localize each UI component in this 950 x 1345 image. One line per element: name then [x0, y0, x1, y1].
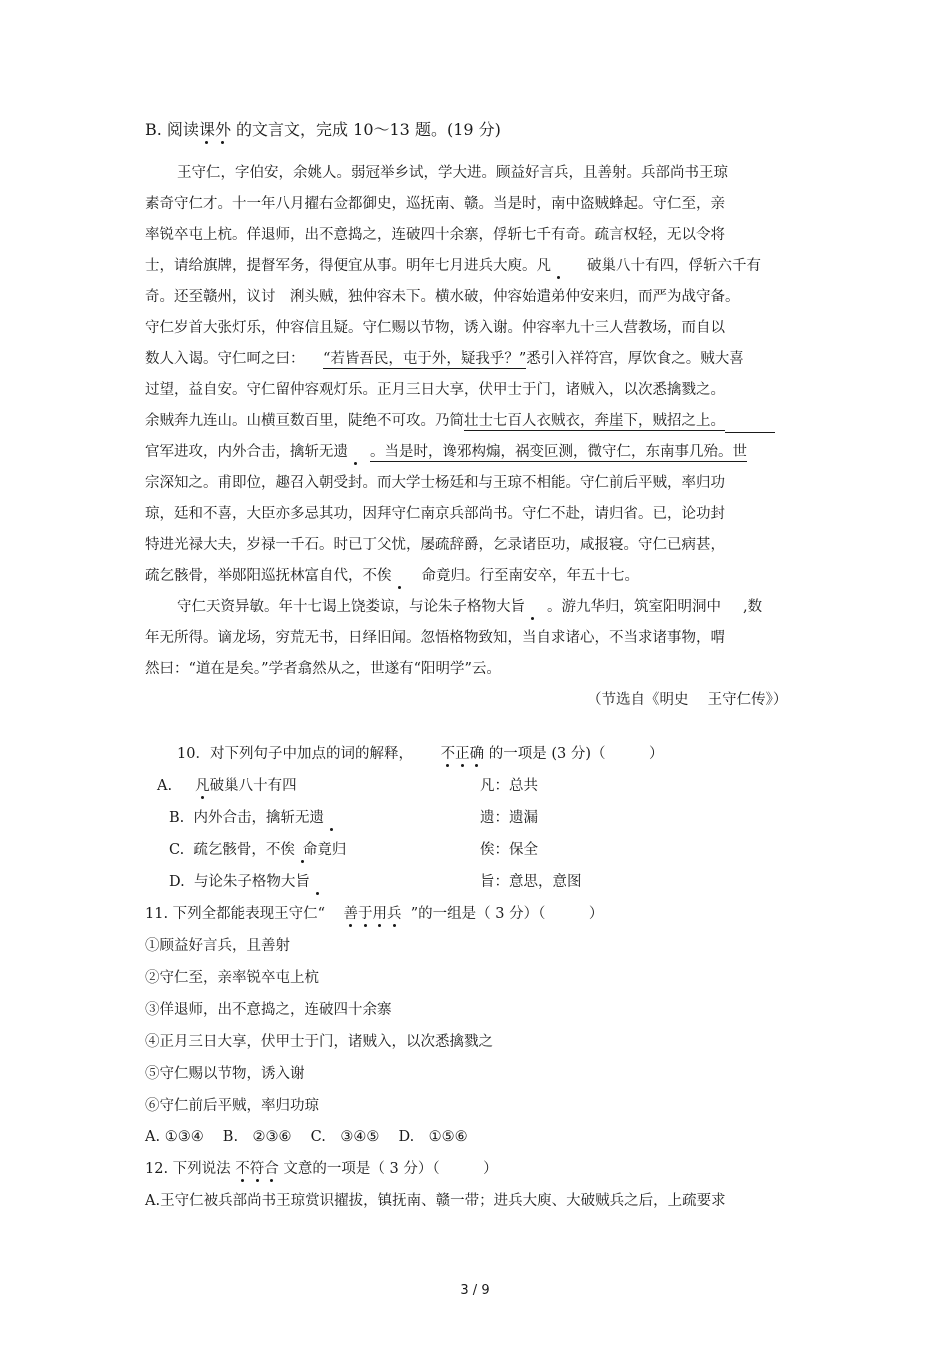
dotted-word-buzhengque: 不正确: [440, 746, 485, 762]
passage-line: 王守仁，字伯安，余姚人。弱冠举乡试，学大进。顾益好言兵，且善射。兵部尚书王琼: [177, 165, 728, 181]
dotted-word-fan: 凡: [195, 778, 210, 794]
option-c: C. 疏乞骸骨，不俟 命竟归: [169, 842, 347, 858]
passage-line: 过望，益自安。守仁留仲容观灯乐。正月三日大享，伏甲士于门，诸贼入，以次悉擒戮之。: [145, 382, 725, 398]
underlined-sentence-2-cont: 。当是时，谗邪构煽，祸变叵测，微守仁，东南事几殆。世: [370, 444, 747, 460]
list-item: ②守仁至，亲率锐卒屯上杭: [145, 970, 319, 986]
passage-source: （节选自《明史 王守仁传》）: [587, 692, 788, 708]
option-a: A.王守仁被兵部尚书王琼赏识擢拔，镇抚南、赣一带；进兵大庾、大破贼兵之后，上疏要求: [145, 1193, 726, 1209]
page-number: 3 / 9: [460, 1283, 490, 1298]
passage-line: 疏乞骸骨，举郧阳巡抚林富自代，不俟 命竟归。行至南安卒，年五十七。: [145, 568, 639, 584]
underlined-sentence-1: “若皆吾民，屯于外，疑我乎？”: [322, 351, 527, 367]
list-item: ③佯退师，出不意捣之，连破四十余寨: [145, 1002, 392, 1018]
dotted-word-shanyuyongbing: 善于用兵: [343, 906, 402, 922]
passage-line: 奇。还至赣州，议讨 浰头贼，独仲容未下。横水破，仲容始遣弟仲安来归，而严为战守备。: [145, 289, 740, 305]
passage-line: 守仁岁首大张灯乐，仲容信且疑。守仁赐以节物，诱入谢。仲容率九十三人营教场，而自以: [145, 320, 725, 336]
list-item: ④正月三日大享，伏甲士于门，诸贼入，以次悉擒戮之: [145, 1034, 493, 1050]
question-stem: 12. 下列说法 不符合 文意的一项是（ 3 分）（ ）: [145, 1161, 498, 1177]
option-d-gloss: 旨：意思，意图: [480, 874, 582, 890]
passage-line: 特进光禄大夫，岁禄一千石。时已丁父忧，屡疏辞爵，乞录诸臣功，咸报寝。守仁已病甚，: [145, 537, 725, 553]
section-heading: B. 阅读课外 的文言文，完成 10～13 题。(19 分): [145, 120, 501, 139]
answer-options: A. ①③④ B. ②③⑥ C. ③④⑤ D. ①⑤⑥: [145, 1129, 468, 1145]
question-stem: 10．对下列句子中加点的词的解释， 不正确 的一项是 (3 分)（ ）: [177, 746, 664, 762]
passage-line: 年无所得。谪龙场，穷荒无书，日绎旧闻。忽悟格物致知，当自求诸心，不当求诸事物，喟: [145, 630, 725, 646]
passage-line: 素奇守仁才。十一年八月擢右佥都御史，巡抚南、赣。当是时，南中盗贼蜂起。守仁至，亲: [145, 196, 725, 212]
list-item: ⑤守仁赐以节物，诱入谢: [145, 1066, 305, 1082]
option-d: D. 与论朱子格物大旨: [169, 872, 320, 892]
underlined-sentence-2: 壮士七百人衣贼衣，奔崖下，贼招之上。: [464, 413, 725, 429]
question-stem: 11. 下列全都能表现王守仁“ 善于用兵 ”的一组是（ 3 分）（ ）: [145, 906, 604, 922]
passage-line: 余贼奔九连山。山横亘数百里，陡绝不可攻。乃简壮士七百人衣贼衣，奔崖下，贼招之上。: [145, 411, 775, 433]
option-a: A. 凡破巢八十有四: [157, 778, 297, 794]
option-b: B. 内外合击，擒斩无遗: [169, 808, 334, 828]
passage-line: 官军进攻，内外合击，擒斩无遗 。当是时，谗邪构煽，祸变叵测，微守仁，东南事几殆。世: [145, 444, 747, 460]
dotted-word-kewai: 课外: [198, 120, 231, 139]
passage-line: 士，请给旗牌，提督军务，得便宜从事。明年七月进兵大庾。凡 破巢八十有四，俘斩六千有: [145, 258, 761, 274]
list-item: ①顾益好言兵，且善射: [145, 938, 290, 954]
list-item: ⑥守仁前后平贼，率归功琼: [145, 1098, 319, 1114]
passage-line: 数人入谒。守仁呵之曰： “若皆吾民，屯于外，疑我乎？”悉引入祥符宫，厚饮食之。贼大喜: [145, 351, 744, 367]
passage-line: 然曰：“道在是矣。”学者翕然从之，世遂有“阳明学”云。: [145, 661, 501, 677]
passage-line: 守仁天资异敏。年十七谒上饶娄谅，与论朱子格物大旨 。游九华归，筑室阳明洞中 ,数: [177, 599, 763, 615]
passage-line: 宗深知之。甫即位，趣召入朝受封。而大学士杨廷和与王琼不相能。守仁前后平贼，率归功: [145, 475, 725, 491]
passage-line: 琼，廷和不喜，大臣亦多忌其功，因拜守仁南京兵部尚书。守仁不赴，请归省。已，论功封: [145, 506, 725, 522]
option-b-gloss: 遗：遗漏: [480, 810, 538, 826]
option-c-gloss: 俟：保全: [480, 842, 538, 858]
option-a-gloss: 凡：总共: [480, 778, 538, 794]
dotted-word-bufuhe: 不符合: [235, 1161, 279, 1177]
passage-line: 率锐卒屯上杭。佯退师，出不意捣之，连破四十余寨，俘斩七千有奇。疏言权轻，无以令将: [145, 227, 725, 243]
